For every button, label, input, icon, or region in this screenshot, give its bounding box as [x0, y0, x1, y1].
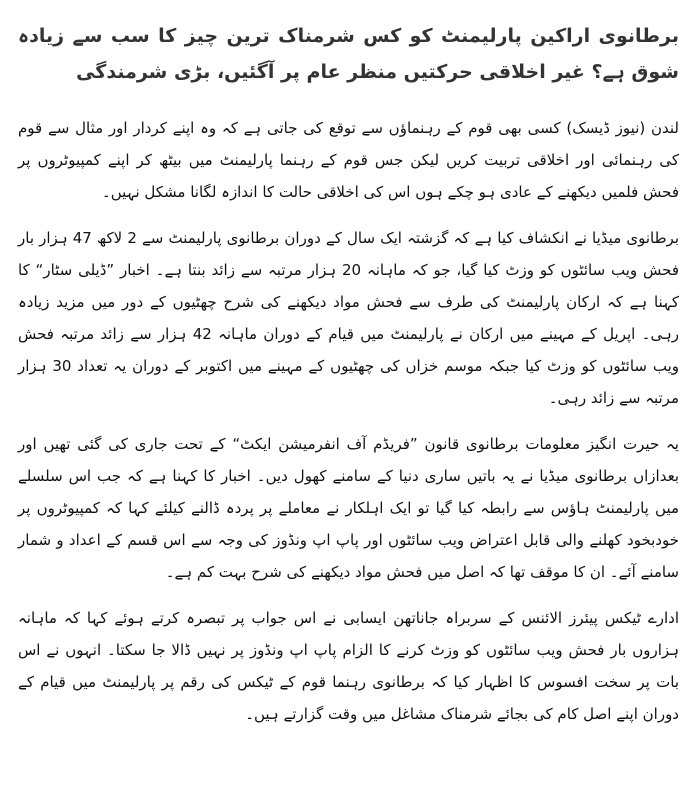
paragraph-taxpayers-alliance: ادارے ٹیکس پیئرز الائنس کے سربراہ جاناتھن ایسابی نے اس جواب پر تبصرہ کرتے ہوئے کہا کہ ماہانہ ہزاروں بار فحش ویب سائٹوں کو وزٹ کرنے کا الزام پاپ اپ ونڈوز پر نہیں ڈالا جا سکتا۔ انہوں نے اس بات پر سخت افسوس کا اظہار کیا کہ برطانوی رہنما قوم کے ٹیکس کی رقم پر پارلیمنٹ میں قیام کے دوران اپنے اصل کام کی بجائے شرمناک مشاغل میں وقت گزارتے ہیں۔ [18, 609, 679, 723]
article-headline: برطانوی اراکین پارلیمنٹ کو کس شرمناک ترین چیز کا سب سے زیادہ شوق ہے؟ غیر اخلاقی حرکتیں منظر عام پر آگئیں، بڑی شرمندگی [18, 25, 679, 83]
article [18, 18, 679, 744]
paragraph-foi-act: یہ حیرت انگیز معلومات برطانوی قانون ”فریڈم آف انفرمیشن ایکٹ“ کے تحت جاری کی گئی تھیں اور بعدازاں برطانوی میڈیا نے یہ باتیں ساری دنیا کے سامنے کھول دیں۔ اخبار کا کہنا ہے کہ جب اس سلسلے میں پارلیمنٹ ہاؤس سے رابطہ کیا گیا تو ایک اہلکار نے معاملے پر پردہ ڈالنے کیلئے کہا کہ کمپیوٹروں پر خودبخود کھلنے والی قابل اعتراض ویب سائٹوں اور پاپ اپ ونڈوز کی وجہ سے اس قسم کے اعداد و شمار سامنے آئے۔ ان کا موقف تھا کہ اصل میں فحش مواد دیکھنے کی شرح بہت کم ہے۔ [18, 435, 679, 581]
paragraph-statistics: برطانوی میڈیا نے انکشاف کیا ہے کہ گزشتہ ایک سال کے دوران برطانوی پارلیمنٹ سے 2 لاکھ 47 ہزار بار فحش ویب سائٹوں کو وزٹ کیا گیا، جو کہ ماہانہ 20 ہزار مرتبہ سے زائد بنتا ہے۔ اخبار ”ڈیلی سٹار“ کا کہنا ہے کہ ارکان پارلیمنٹ کی طرف سے فحش مواد دیکھنے کی شرح چھٹیوں کے دور میں مزید زیادہ رہی۔ اپریل کے مہینے میں ارکان نے پارلیمنٹ میں قیام کے دوران ماہانہ 42 ہزار سے زائد مرتبہ فحش ویب سائٹوں کو وزٹ کیا جبکہ موسم خزاں کی چھٹیوں کے مہینے میں اکتوبر کے دوران یہ تعداد 30 ہزار مرتبہ سے زائد رہی۔ [18, 229, 679, 407]
paragraph-intro: لندن (نیوز ڈیسک) کسی بھی قوم کے رہنماؤں سے توقع کی جاتی ہے کہ وہ اپنے کردار اور مثال سے قوم کی رہنمائی اور اخلاقی تربیت کریں لیکن جس قوم کے رہنما پارلیمنٹ میں بیٹھ کر اپنے کمپیوٹروں پر فحش فلمیں دیکھنے کے عادی ہو چکے ہوں اس کی اخلاقی حالت کا اندازہ لگانا مشکل نہیں۔ [18, 119, 679, 201]
